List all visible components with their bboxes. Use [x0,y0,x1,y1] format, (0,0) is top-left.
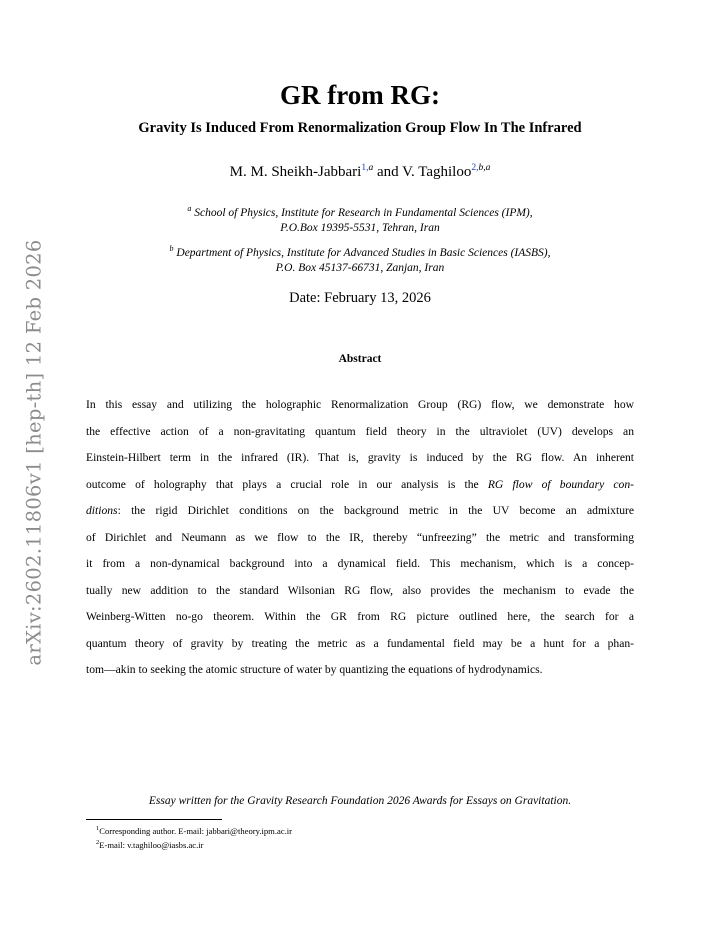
affiliation-a-institute: School of Physics, Institute for Research in Fundamental Sciences (IPM), [194,206,533,219]
footnote-1-mark: 1 [96,825,100,832]
author-name-1: M. M. Sheikh-Jabbari [229,164,362,180]
affiliation-b-line1 [0,241,720,261]
footnote-2-mark: 2 [96,838,100,846]
abstract-line: it from a non-dynamical background into a dynamical field. This mechanism, which is a concep- [86,557,634,570]
abstract-heading: Abstract [338,353,382,365]
affiliation-a-mark: a [187,204,192,213]
paper-date: Date: February 13, 2026 [289,290,431,306]
affiliation-ref-ba: b,a [478,163,491,173]
footnote-1-text: Corresponding author. E-mail: jabbari@theory.ipm.ac.ir [99,825,293,836]
affiliation-b-institute: Department of Physics, Institute for Advanced Studies in Basic Sciences (IASBS), [176,246,551,259]
footnotes [96,823,292,851]
abstract-line [86,498,634,525]
affiliation-a-address: P.O.Box 19395-5531, Tehran, Iran [280,221,440,234]
abstract-line-5-text: : the rigid Dirichlet conditions on the background metric in the UV become an admixture [117,504,634,517]
affiliation-b-mark: b [169,244,174,253]
affiliation-ref-a: a [368,163,374,173]
abstract-emphasis: RG flow of boundary con- [487,477,634,491]
abstract-line-4-text: outcome of holography that plays a crucial role in our analysis is the [86,477,488,491]
affiliation-a-line1 [0,201,720,221]
author-1-marks [361,163,373,173]
abstract-line: of Dirichlet and Neumann as we flow to the IR, thereby “unfreezing” the metric and transforming [86,530,634,544]
abstract-body [86,392,634,684]
essay-note: Essay written for the Gravity Research Foundation 2026 Awards for Essays on Gravitation. [148,795,572,807]
abstract-line [86,472,634,499]
arxiv-id-text: arXiv:2602.11806v1 [hep-th] 12 Feb 2026 [22,239,46,666]
affiliation-a [0,201,720,236]
arxiv-identifier-stamp [16,239,52,666]
abstract-line: Einstein-Hilbert term in the infrared (IR). That is, gravity is induced by the RG flow. An inherent [86,451,634,464]
author-conjunction: and [373,164,403,180]
abstract-line: tom—akin to seeking the atomic structure of water by quantizing the equations of hydrodynamics. [86,663,543,676]
abstract-line: In this essay and utilizing the holographic Renormalization Group (RG) flow, we demonstrate how [86,398,634,411]
abstract-line: the effective action of a non-gravitating quantum field theory in the ultraviolet (UV) develops an [86,424,634,438]
affiliation-b-address: P.O. Box 45137-66731, Zanjan, Iran [275,261,445,274]
abstract-line: tually new addition to the standard Wilsonian RG flow, also provides the mechanism to evade the [86,583,634,597]
abstract-line: Weinberg-Witten no-go theorem. Within the GR from RG picture outlined here, the search for a [86,610,634,623]
affiliation-b [0,241,720,276]
footnote-2 [96,837,292,851]
author-2-marks [471,163,490,173]
abstract-line: quantum theory of gravity by treating the metric as a fundamental field may be a hunt for a phan- [86,636,634,650]
paper-subtitle: Gravity Is Induced From Renormalization Group Flow In The Infrared [138,120,582,136]
footnote-ref-2[interactable]: 2, [471,163,479,173]
footnote-2-text: E-mail: v.taghiloo@iasbs.ac.ir [99,839,204,850]
footnote-1 [96,823,292,837]
author-list [0,163,720,181]
footnote-ref-1[interactable]: 1, [361,163,369,173]
paper-title: GR from RG: [280,80,440,110]
abstract-emphasis: ditions [86,504,118,517]
footnote-divider [86,819,222,820]
author-name-2: V. Taghiloo [402,164,472,180]
